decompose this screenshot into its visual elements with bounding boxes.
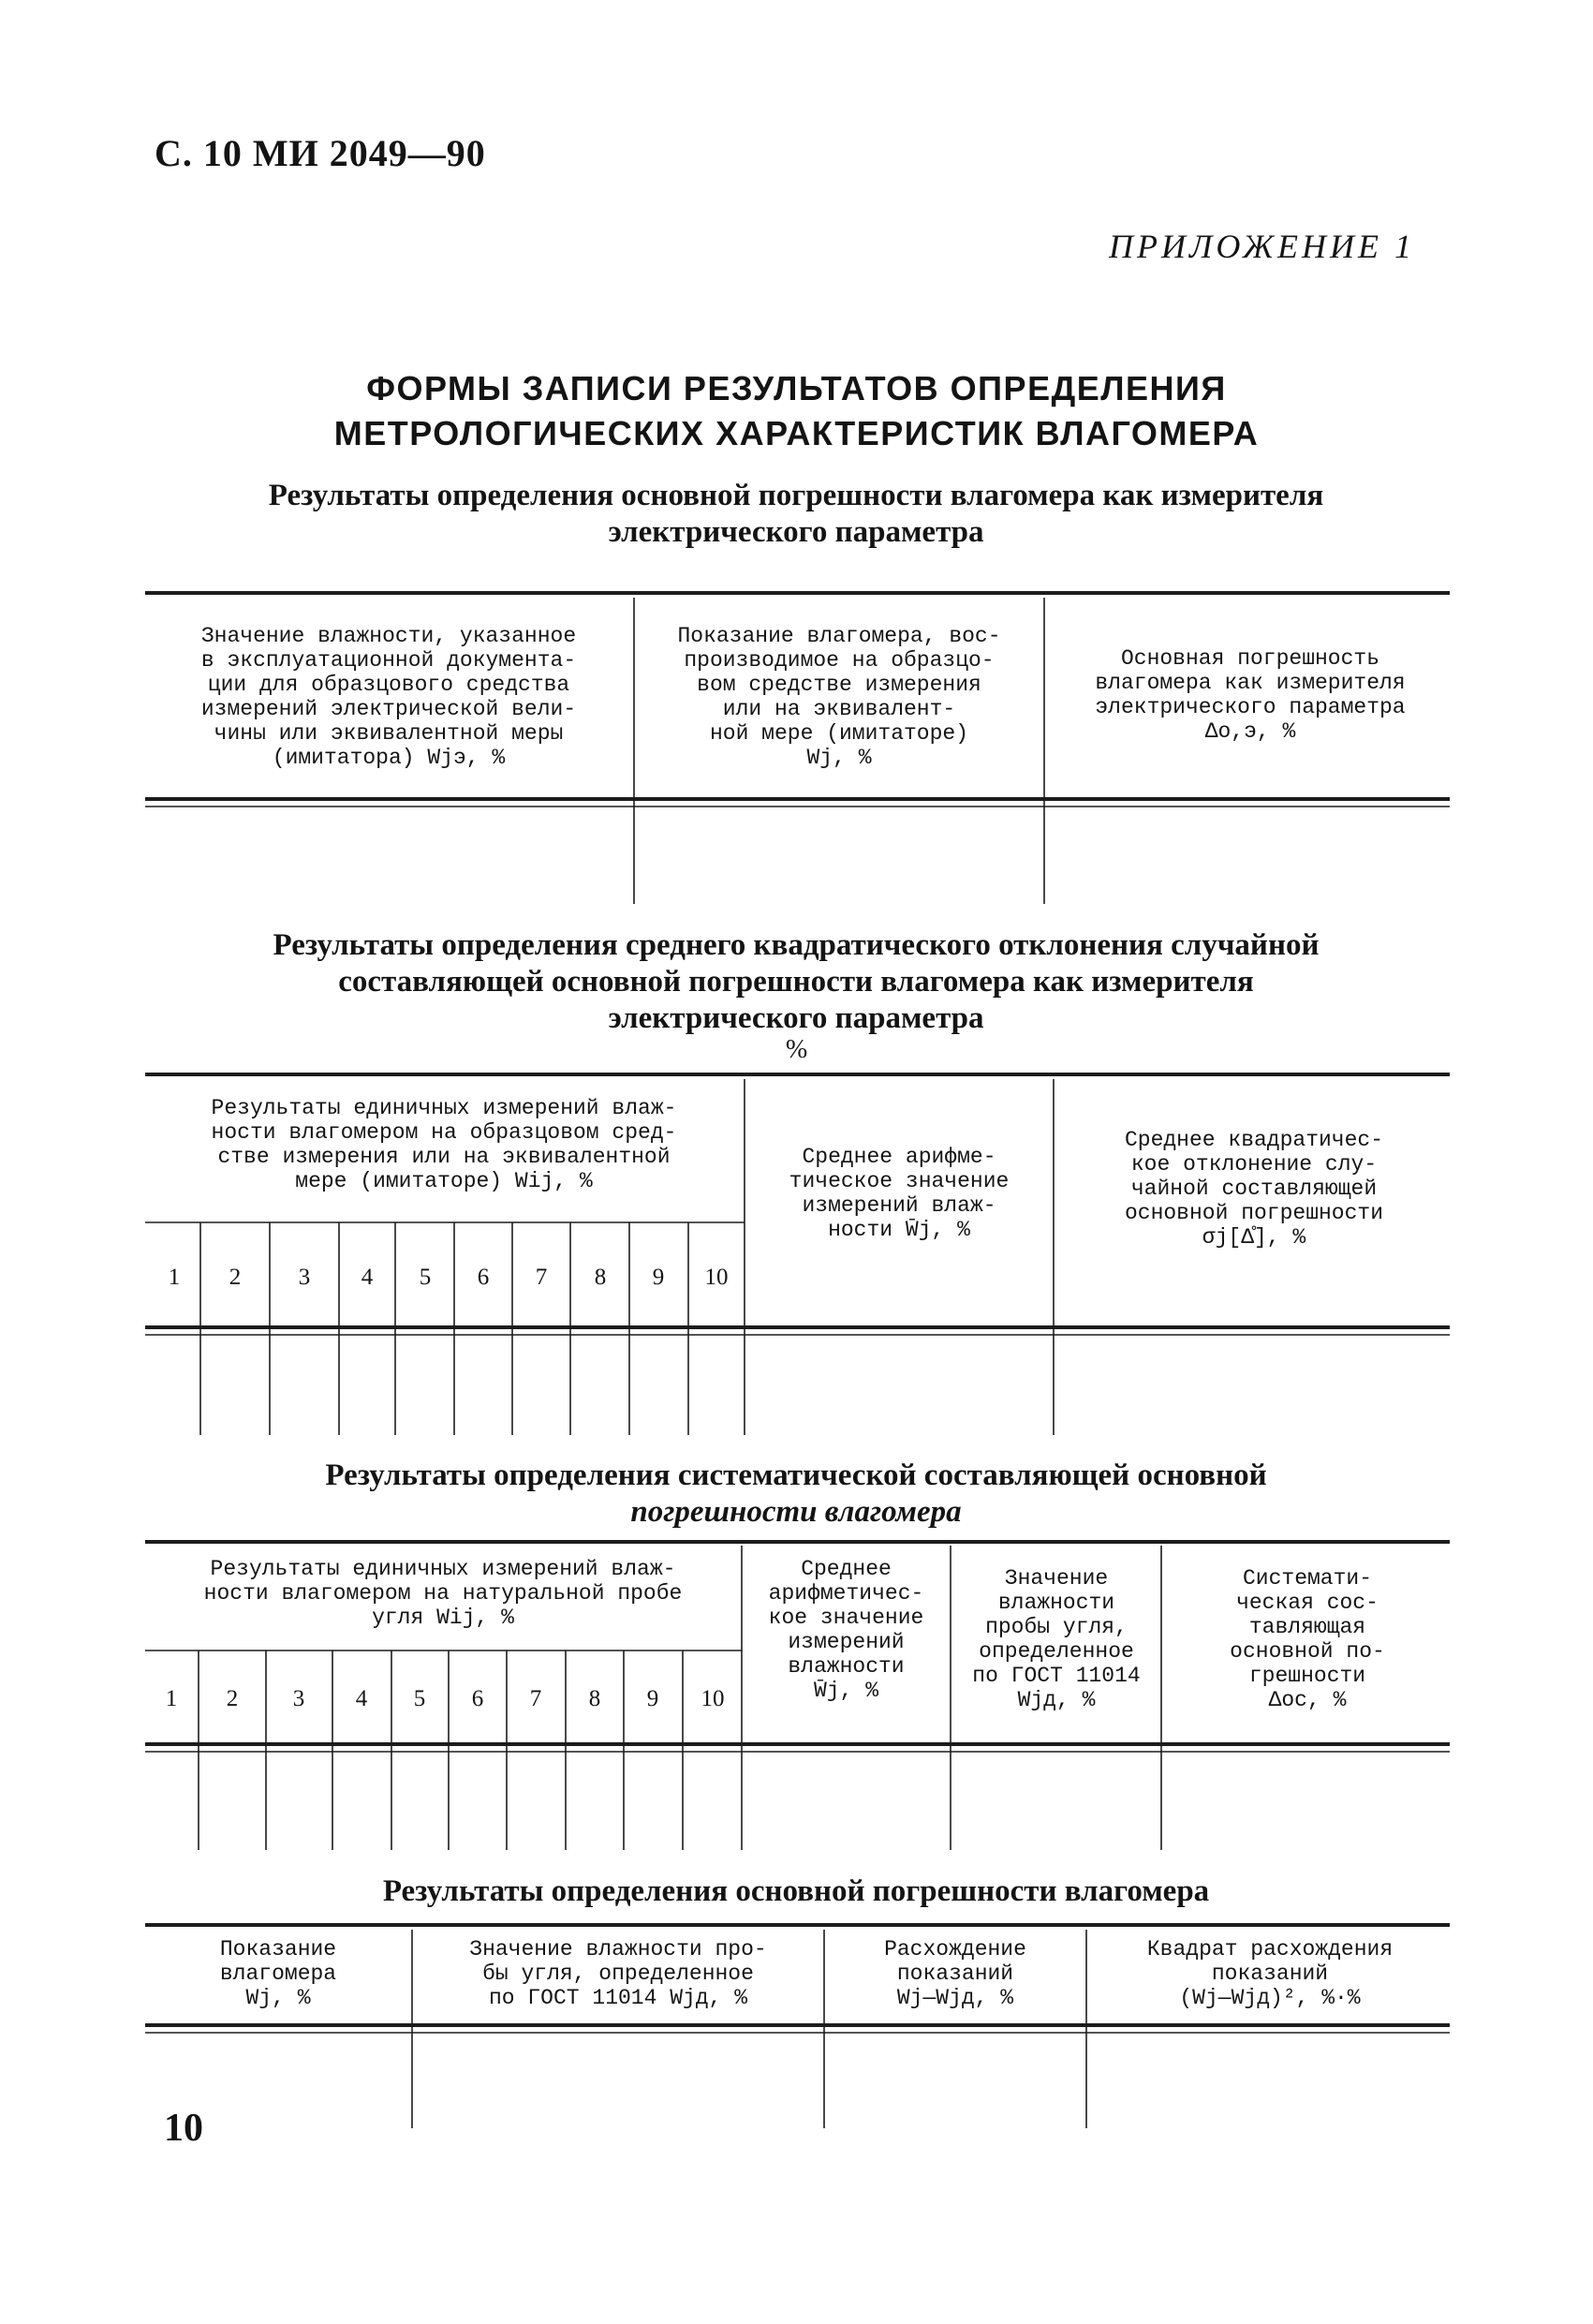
table2-num-9: 9 — [652, 1265, 665, 1290]
table3-col4-header: Системати- ческая сос- тавляющая основной по- грешности Δос, % — [1230, 1566, 1385, 1712]
table3-num-3: 3 — [292, 1686, 305, 1711]
appendix-label: ПРИЛОЖЕНИЕ 1 — [1109, 228, 1415, 265]
table3-num-6: 6 — [471, 1686, 484, 1711]
table2-num-4: 4 — [361, 1265, 374, 1290]
table4-col4-header: Квадрат расхождения показаний (Wj—Wjд)², %·% — [1146, 1937, 1394, 2010]
table1-heading-line2: электрического параметра — [608, 515, 984, 549]
table3-heading-line2: погрешности влагомера — [630, 1495, 962, 1529]
table3-col2-header: Среднее арифметичес- кое значение измерений влажности W̄j, % — [768, 1557, 924, 1703]
table2-num-10: 10 — [704, 1265, 729, 1290]
table2-heading-line2: составляющей основной погрешности влагомера как измерителя — [338, 965, 1254, 999]
running-head: С. 10 МИ 2049—90 — [155, 132, 486, 174]
table3-heading-line1: Результаты определения систематической составляющей основной — [325, 1458, 1267, 1492]
table2-num-1: 1 — [168, 1265, 181, 1290]
table2-num-2: 2 — [229, 1265, 242, 1290]
table2-num-7: 7 — [535, 1265, 548, 1290]
main-title-line1: ФОРМЫ ЗАПИСИ РЕЗУЛЬТАТОВ ОПРЕДЕЛЕНИЯ — [366, 369, 1227, 407]
table3-num-8: 8 — [588, 1686, 601, 1711]
table2-num-8: 8 — [594, 1265, 607, 1290]
table2-unit: % — [785, 1035, 808, 1064]
table3-num-9: 9 — [646, 1686, 659, 1711]
table2-heading-line3: электрического параметра — [608, 1001, 984, 1035]
table2-col1-header: Результаты единичных измерений влаж- ности влагомером на образцовом сред- стве измерения или на эквивалентной мере (имитаторе) Wij, % — [211, 1096, 677, 1193]
table2-num-5: 5 — [419, 1265, 432, 1290]
main-title-line2: МЕТРОЛОГИЧЕСКИХ ХАРАКТЕРИСТИК ВЛАГОМЕРА — [333, 414, 1260, 452]
table3-num-1: 1 — [165, 1686, 178, 1711]
table3-num-2: 2 — [226, 1686, 239, 1711]
table3-num-4: 4 — [355, 1686, 368, 1711]
table4-col2-header: Значение влажности про- бы угля, определенное по ГОСТ 11014 Wjд, % — [469, 1937, 767, 2010]
table3-col1-header: Результаты единичных измерений влаж- ности влагомером на натуральной пробе угля Wij, % — [203, 1557, 683, 1630]
table2-heading-line1: Результаты определения среднего квадратического отклонения случайной — [273, 928, 1320, 962]
table1-col3-header: Основная погрешность влагомера как измерителя электрического параметра Δо,э, % — [1095, 646, 1406, 744]
table3-num-10: 10 — [701, 1686, 725, 1711]
table1-col2-header: Показание влагомера, вос- производимое на образцо- вом средстве измерения или на эквивалент- ной мере (имитаторе) Wj, % — [677, 624, 1001, 770]
table1-col1-header: Значение влажности, указанное в эксплуатационной документа- ции для образцового средства измерений электрической вели- чины или эквивалентной меры (имитатора) Wjэ, % — [200, 624, 577, 770]
table4-heading: Результаты определения основной погрешности влагомера — [382, 1874, 1210, 1908]
page-number: 10 — [164, 2107, 203, 2150]
table1-heading-line1: Результаты определения основной погрешности влагомера как измерителя — [268, 479, 1324, 512]
table3-col3-header: Значение влажности пробы угля, определенное по ГОСТ 11014 Wjд, % — [972, 1566, 1141, 1712]
table2-num-3: 3 — [298, 1265, 311, 1290]
table3-num-5: 5 — [413, 1686, 426, 1711]
table4-col3-header: Расхождение показаний Wj—Wjд, % — [884, 1937, 1026, 2010]
table3-num-7: 7 — [529, 1686, 542, 1711]
table4-col1-header: Показание влагомера Wj, % — [219, 1937, 337, 2010]
table2-col3-header: Среднее квадратичес- кое отклонение слу- чайной составляющей основной погрешности σj[Δ̊], % — [1124, 1128, 1384, 1250]
table2-num-6: 6 — [477, 1265, 490, 1290]
table2-col2-header: Среднее арифме- тическое значение измерений влаж- ности W̄j, % — [789, 1145, 1010, 1242]
